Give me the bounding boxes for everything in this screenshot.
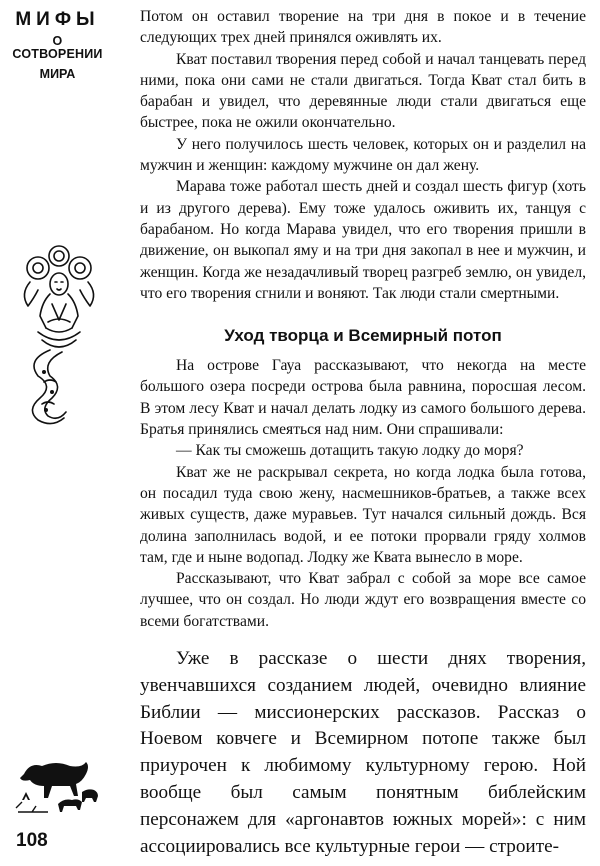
page-body (140, 6, 586, 860)
page-number: 108 (16, 830, 48, 851)
deity-illustration (16, 232, 102, 432)
section-paragraph: На острове Гауа рассказывают, что некогда на месте большого озера посреди острова была равнина, поросшая лесом. В этом лесу Кват и начал делать лодку из самого большого дерева. Братья принялись смеяться над ним. Они спрашивали: (140, 357, 586, 439)
commentary-paragraph: Уже в рассказе о шести днях творения, увенчавшихся созданием людей, очевидно влияние Библии — миссионерских рассказов. Рассказ о Ноевом ковчеге и Всемирном потопе также был приурочен к любимому культурному герою. Ной вообще был самым понятным библейским персонажем для «аргонавтов южных морей»: с ним ассоциировались все культурные герои — строите- (140, 648, 586, 857)
story-paragraph: Кват поставил творения перед собой и начал танцевать перед ними, пока они сами не стали двигаться. Тогда Кват стал бить в барабан и увидел, что деревянные люди стали двигаться еще быстрее, пока не ожили окончательно. (140, 50, 586, 132)
story-paragraph: Марава тоже работал шесть дней и создал шесть фигур (хоть и из другого дерева). Ему тоже удалось оживить их, танцуя с барабаном. Но когда Марава увидел, что его творения пришли в движение, он выкопал яму и на три дня закопал в нее и мужчин, и женщин. Когда же незадачливый творец разгреб землю, он увидел, что его творения сгнили и воняют. Так люди стали смертными. (140, 178, 586, 302)
section-paragraph: Кват же не раскрывал секрета, но когда лодка была готова, он посадил туда свою жену, насмешников-братьев, а также всех живых существ, даже муравьев. Тут начался сильный дождь. Вся долина заполнилась водой, и ее потоки прорвали гряду холмов там, где и ныне водопад. Лодку же Квата вынесло в море. (140, 463, 586, 566)
section-paragraph: Рассказывают, что Кват забрал с собой за море все самое лучшее, что он создал. Но люди ждут его возвращения вместе со всеми богатствами. (140, 570, 586, 630)
running-header (10, 10, 105, 81)
running-header-line-1: МИФЫ (15, 9, 100, 30)
commentary-block (140, 646, 586, 860)
running-header-line-3: МИРА (39, 67, 76, 81)
dialogue-line: — Как ты сможешь дотащить такую лодку до моря? (176, 442, 524, 460)
rock-art-animals-illustration (12, 752, 104, 822)
page-margin (0, 0, 140, 866)
section-heading: Уход творца и Всемирный потоп (224, 326, 502, 346)
story-paragraph: Потом он оставил творение на три дня в покое и в течение следующих трех дней принялся оживлять их. (140, 8, 586, 47)
story-paragraph: У него получилось шесть человек, которых он и разделил на мужчин и женщин: каждому мужчине он дал жену. (140, 135, 586, 175)
running-header-line-2: О СОТВОРЕНИИ (12, 34, 103, 61)
